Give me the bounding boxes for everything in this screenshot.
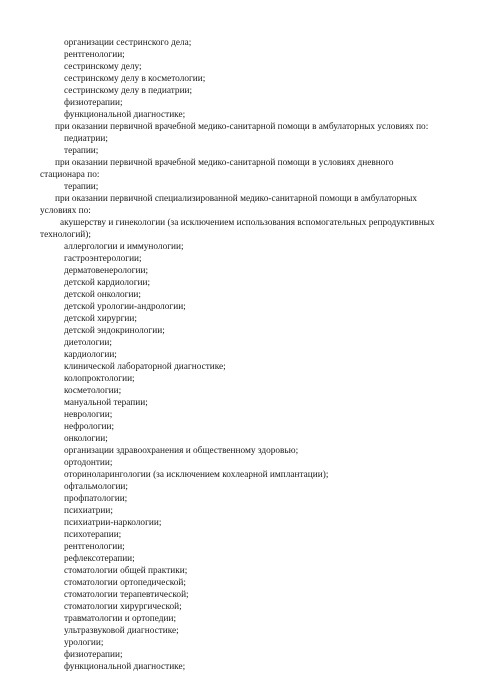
document-line: стоматологии хирургической; [64,602,182,612]
document-line: диетологии; [64,338,112,348]
document-line: детской эндокринологии; [64,326,165,336]
document-line: при оказании первичной специализированной медико-санитарной помощи в амбулаторных [55,194,418,204]
document-line: рефлексотерапии; [64,554,135,564]
document-line: дерматовенерологии; [64,266,149,276]
document-line: психотерапии; [64,530,122,540]
document-line: рентгенологии; [64,50,125,60]
document-line: организации здравоохранения и общественному здоровью; [64,446,299,456]
document-line: при оказании первичной врачебной медико-санитарной помощи в амбулаторных условиях по: [55,122,429,132]
document-line: рентгенологии; [64,542,125,552]
document-line: оториноларингологии (за исключением кохлеарной имплантации); [64,470,329,480]
document-line: детской онкологии; [64,290,141,300]
document-line: стационара по: [40,170,100,180]
document-line: стоматологии общей практики; [64,566,188,576]
document-line: стоматологии ортопедической; [64,578,186,588]
document-line: акушерству и гинекологии (за исключением использования вспомогательных репродуктивных [60,218,435,228]
document-line: кардиологии; [64,350,117,360]
document-line: физиотерапии; [64,650,123,660]
document-line: сестринскому делу в косметологии; [64,74,206,84]
document-line: организации сестринского дела; [64,38,192,48]
document-line: психиатрии-наркологии; [64,518,162,528]
document-body [0,37,479,673]
document-line: ультразвуковой диагностике; [64,626,179,636]
document-line: детской хирургии; [64,314,137,324]
document-line: аллергологии и иммунологии; [64,242,184,252]
document-line: офтальмологии; [64,482,128,492]
document-line: гастроэнтерологии; [64,254,142,264]
document-line: нефрологии; [64,422,115,432]
document-line: косметологии; [64,386,122,396]
document-line: стоматологии терапевтической; [64,590,189,600]
document-line: урологии; [64,638,104,648]
document-line: клинической лабораторной диагностике; [64,362,226,372]
document-line: физиотерапии; [64,98,123,108]
document-line: ортодонтии; [64,458,113,468]
document-line: при оказании первичной врачебной медико-санитарной помощи в условиях дневного [55,158,394,168]
document-line: мануальной терапии; [64,398,148,408]
document-line: неврологии; [64,410,113,420]
document-line: онкологии; [64,434,108,444]
document-line: терапии; [64,146,99,156]
document-line: технологий); [40,230,91,240]
document-line: сестринскому делу; [64,62,142,72]
document-line: условиях по: [40,206,91,216]
document-line: функциональной диагностике; [64,662,186,672]
document-line: травматологии и ортопедии; [64,614,177,624]
document-line: психиатрии; [64,506,113,516]
document-line: колопроктологии; [64,374,135,384]
document-line: педиатрии; [64,134,108,144]
document-line: детской кардиологии; [64,278,151,288]
document-line: детской урологии-андрологии; [64,302,186,312]
document-line: функциональной диагностике; [64,110,186,120]
document-line: терапии; [64,182,99,192]
document-line: профпатологии; [64,494,128,504]
document-line: сестринскому делу в педиатрии; [64,86,193,96]
